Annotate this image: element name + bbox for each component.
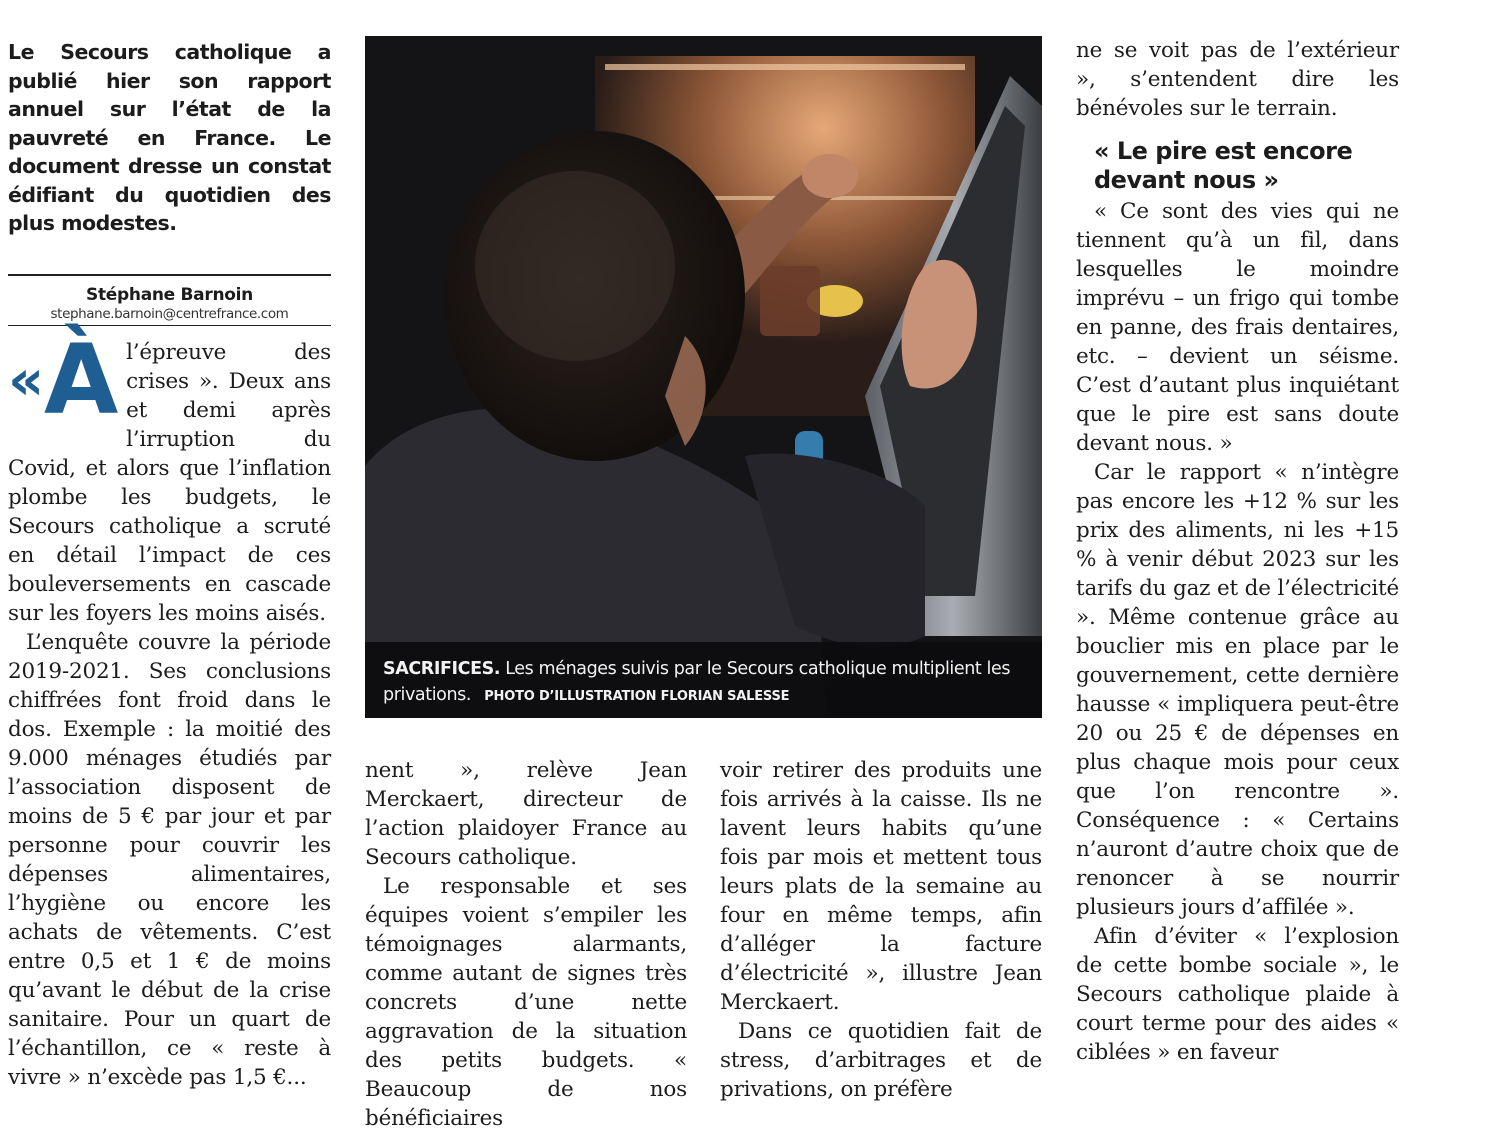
paragraph: Afin d’éviter « l’explosion de cette bombe sociale », le Secours catholique plaide à court terme pour des aides « ciblées » en faveur [1076,924,1399,1065]
paragraph: L’enquête couvre la période 2019-2021. Ses conclusions chiffrées font froid dans le dos. Exemple : la moitié des 9.000 ménages étudiés par l’association disposent de moins de 5 € par jour et par personne pour couvrir les dépenses alimentaires, l’hygiène ou encore les achats de vêtements. C’est entre 0,5 et 1 € de moins qu’avant le début de la crise sanitaire. Pour un quart de l’échantillon, ce « reste à vivre » n’excède pas 1,5 €... [8,629,331,1090]
photo-caption [365,642,1042,718]
paragraph: nent », relève Jean Merckaert, directeur de l’action plaidoyer France au Secours catholique. [365,758,687,870]
byline-top-rule [8,274,331,276]
photo-credit: PHOTO D’ILLUSTRATION FLORIAN SALESSE [484,689,790,704]
paragraph: l’épreuve des crises ». Deux ans et demi après l’irruption du Covid, et alors que l’inflation plombe les budgets, le Secours catholique a scruté en détail l’impact de ces bouleversements en cascade sur les foyers les moins aisés. [8,339,331,626]
column-1 [8,38,331,1092]
column-2 [365,756,687,1133]
article-photo [365,36,1042,718]
drop-cap: «À [8,323,119,436]
author-email-link[interactable]: stephane.barnoin@centrefrance.com [50,305,289,322]
fridge-photo-illustration [365,36,1042,718]
author-name: Stéphane Barnoin [86,284,253,305]
paragraph: « Ce sont des vies qui ne tiennent qu’à un fil, dans lesquelles le moindre imprévu – un frigo qui tombe en panne, des frais dentaires, etc. – devient un séisme. C’est d’autant plus inquiétant que le pire est sans doute devant nous. » [1076,199,1399,456]
article-lead: Le Secours catholique a publié hier son rapport annuel sur l’état de la pauvreté en France. Le document dresse un constat édifiant du quotidien des plus modestes. [8,40,331,235]
section-subheading: « Le pire est encore devant nous » [1094,137,1353,194]
caption-text: Les ménages suivis par le Secours catholique multiplient les privations. [383,659,1011,705]
caption-label: SACRIFICES. [383,659,501,679]
paragraph: Car le rapport « n’intègre pas encore les +12 % sur les prix des aliments, ni les +15 % à venir début 2023 sur les tarifs du gaz et de l’électricité ». Même contenue grâce au bouclier mis en place par le gouvernement, cette dernière hausse « impliquera peut-être 20 ou 25 € de dépenses en plus chaque mois pour ceux que l’on rencontre ». Conséquence : « Certains n’auront d’autre choix que de renoncer à se nourrir plusieurs jours d’affilée ». [1076,460,1399,920]
paragraph: ne se voit pas de l’extérieur », s’entendent dire les bénévoles sur le terrain. [1076,38,1399,121]
paragraph: Dans ce quotidien fait de stress, d’arbitrages et de privations, on préfère [720,1019,1042,1102]
paragraph: Le responsable et ses équipes voient s’empiler les témoignages alarmants, comme autant de signes très concrets d’une nette aggravation de la situation des petits budgets. « Beaucoup de nos bénéficiaires [365,874,687,1131]
column-3 [720,756,1042,1104]
article-intro [8,323,331,1092]
paragraph: voir retirer des produits une fois arrivés à la caisse. Ils ne lavent leurs habits qu’une fois par mois et mettent tous leurs plats de la semaine au four en même temps, afin d’alléger la facture d’électricité », illustre Jean Merckaert. [720,758,1042,1015]
column-4 [1076,36,1399,1067]
